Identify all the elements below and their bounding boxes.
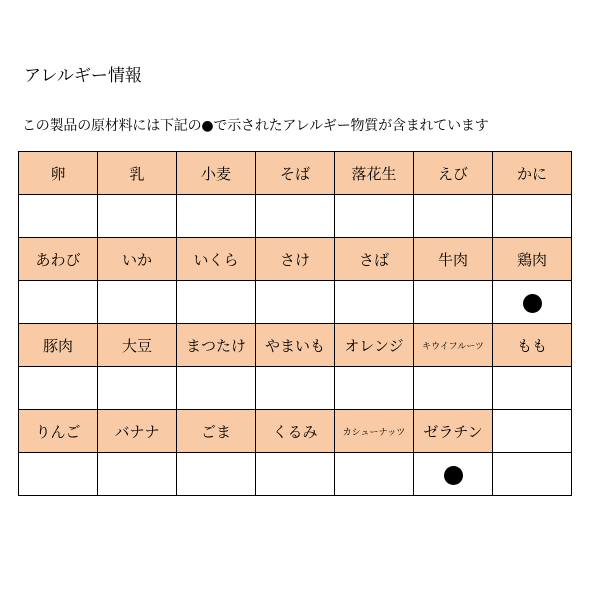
allergen-name-cell: えび: [414, 152, 493, 195]
filled-circle-icon: [523, 294, 542, 313]
allergen-mark-cell: [256, 453, 335, 496]
allergen-name-cell: くるみ: [256, 410, 335, 453]
allergen-mark-cell: [98, 281, 177, 324]
allergen-name-cell: 卵: [19, 152, 98, 195]
allergen-mark-cell: [256, 367, 335, 410]
allergen-mark-cell: [19, 195, 98, 238]
allergen-mark-row: [19, 453, 572, 496]
allergen-name-cell: 大豆: [98, 324, 177, 367]
allergen-name-cell: 乳: [98, 152, 177, 195]
allergen-mark-cell: [414, 281, 493, 324]
allergen-mark-cell: [335, 453, 414, 496]
allergen-name-cell: キウイフルーツ: [414, 324, 493, 367]
filled-circle-icon: [444, 466, 463, 485]
allergen-mark-cell: [414, 453, 493, 496]
allergen-name-cell: いくら: [177, 238, 256, 281]
allergen-mark-cell: [256, 195, 335, 238]
allergen-name-row: [19, 152, 572, 195]
allergen-name-cell: かに: [493, 152, 572, 195]
allergen-name-cell: そば: [256, 152, 335, 195]
allergen-mark-cell: [177, 367, 256, 410]
allergen-name-row: [19, 238, 572, 281]
allergen-mark-cell: [335, 281, 414, 324]
allergen-mark-cell: [335, 195, 414, 238]
allergen-mark-row: [19, 195, 572, 238]
allergen-mark-cell: [19, 453, 98, 496]
allergen-name-cell: 小麦: [177, 152, 256, 195]
allergen-mark-cell: [335, 367, 414, 410]
allergen-name-cell: 鶏肉: [493, 238, 572, 281]
allergen-name-cell: カシューナッツ: [335, 410, 414, 453]
allergen-name-cell: 豚肉: [19, 324, 98, 367]
allergen-table: [18, 151, 572, 496]
allergen-name-cell: りんご: [19, 410, 98, 453]
allergen-mark-cell: [98, 453, 177, 496]
allergen-mark-cell: [414, 195, 493, 238]
allergen-mark-cell: [493, 281, 572, 324]
allergen-name-cell: オレンジ: [335, 324, 414, 367]
allergen-mark-row: [19, 367, 572, 410]
allergen-name-cell: もも: [493, 324, 572, 367]
allergen-name-cell: さば: [335, 238, 414, 281]
allergen-name-cell: ごま: [177, 410, 256, 453]
allergen-name-cell: いか: [98, 238, 177, 281]
allergen-name-cell: バナナ: [98, 410, 177, 453]
allergen-mark-cell: [177, 281, 256, 324]
allergen-mark-cell: [414, 367, 493, 410]
allergen-name-cell: ゼラチン: [414, 410, 493, 453]
allergen-name-row: [19, 410, 572, 453]
allergen-mark-cell: [493, 367, 572, 410]
allergen-mark-cell: [256, 281, 335, 324]
allergen-name-cell: 落花生: [335, 152, 414, 195]
allergen-mark-cell: [98, 195, 177, 238]
allergen-note: この製品の原材料には下記の●で示されたアレルギー物質が含まれています: [22, 118, 489, 134]
empty-cell: [493, 410, 572, 453]
allergen-name-cell: まつたけ: [177, 324, 256, 367]
allergen-mark-cell: [177, 195, 256, 238]
allergen-mark-cell: [19, 367, 98, 410]
allergen-name-cell: やまいも: [256, 324, 335, 367]
allergen-mark-cell: [177, 453, 256, 496]
allergen-mark-cell: [493, 195, 572, 238]
allergen-mark-row: [19, 281, 572, 324]
allergen-name-cell: あわび: [19, 238, 98, 281]
allergen-mark-cell: [19, 281, 98, 324]
allergen-name-row: [19, 324, 572, 367]
page-title: アレルギー情報: [24, 66, 142, 86]
allergen-name-cell: さけ: [256, 238, 335, 281]
allergen-mark-cell: [98, 367, 177, 410]
allergen-mark-cell: [493, 453, 572, 496]
allergen-name-cell: 牛肉: [414, 238, 493, 281]
